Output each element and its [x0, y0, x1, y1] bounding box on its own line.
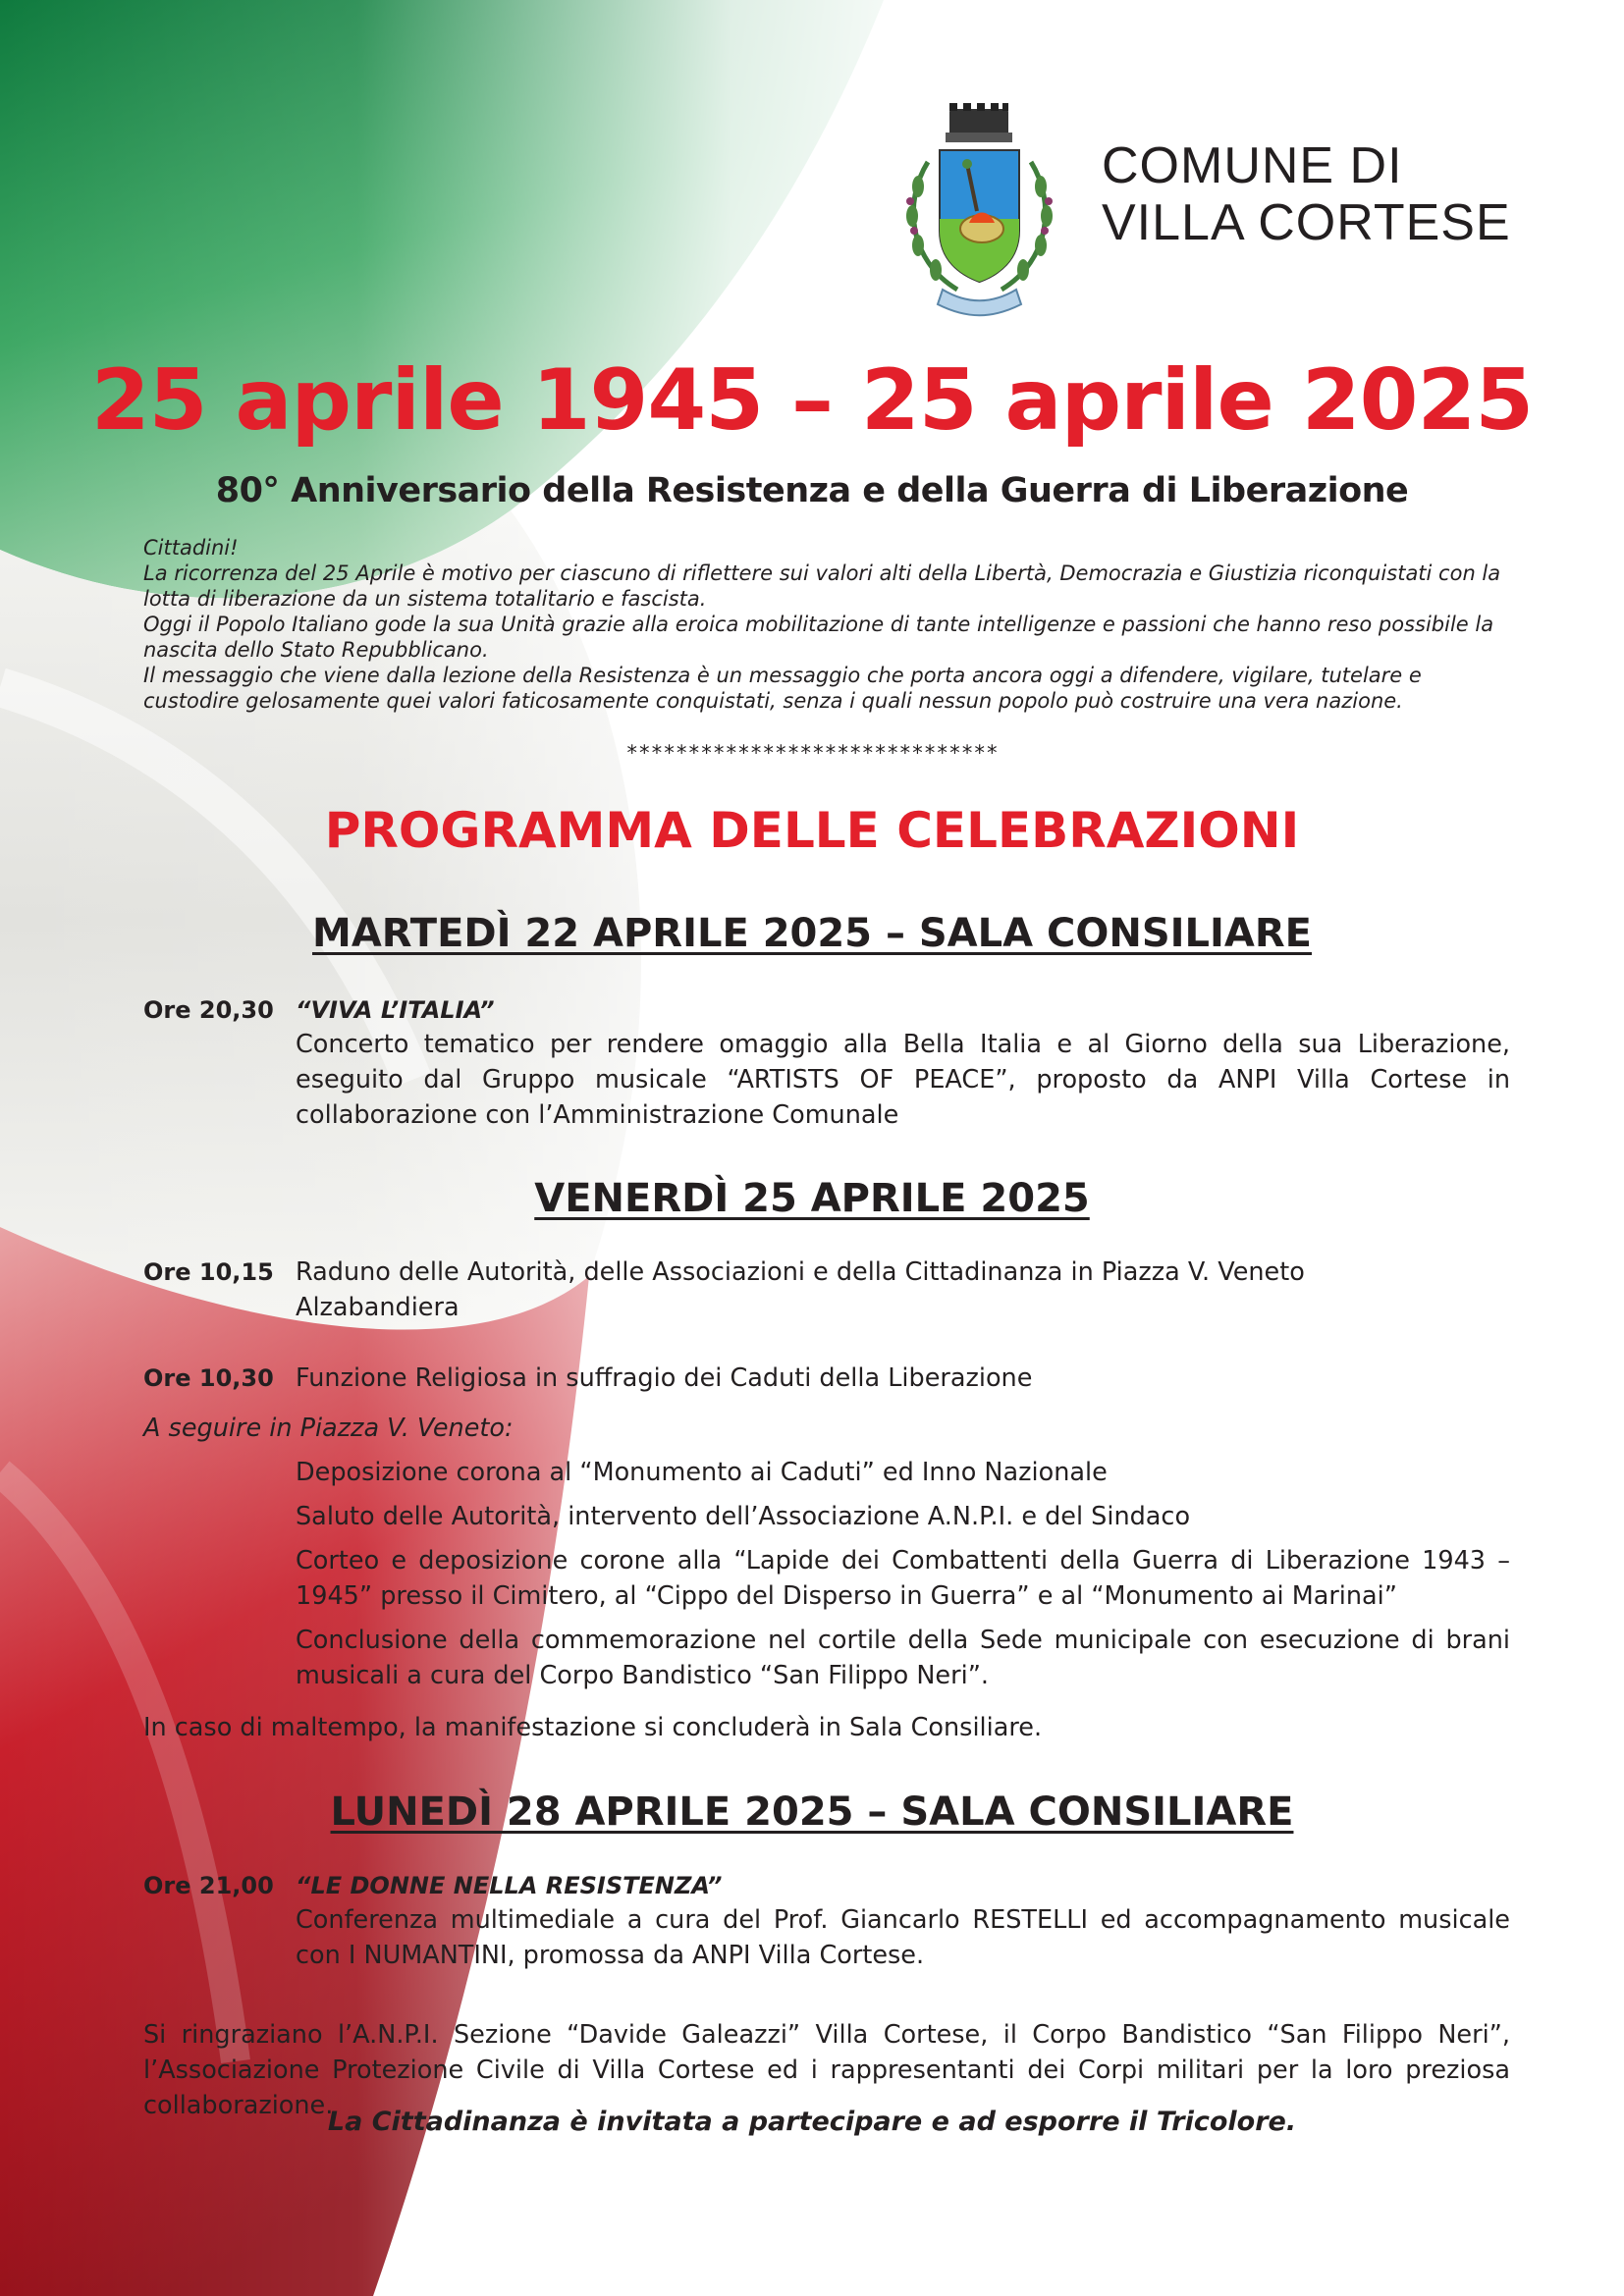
- closing-line: La Cittadinanza è invitata a partecipare e ad esporre il Tricolore.: [327, 2107, 1297, 2137]
- day2-follow-item-1: Deposizione corona al “Monumento ai Caduti” ed Inno Nazionale: [296, 1458, 1108, 1487]
- day2-follow-item-4: Conclusione della commemorazione nel cortile della Sede municipale con esecuzione di brani musicali a cura del Corpo Bandistico “San Filippo Neri”.: [296, 1626, 1510, 1690]
- day3-description: Conferenza multimediale a cura del Prof. Giancarlo RESTELLI ed accompagnamento musicale con I NUMANTINI, promossa da ANPI Villa Cortese.: [296, 1905, 1510, 1970]
- day2-event2-time: Ore 10,30: [143, 1364, 274, 1392]
- comune-line-1: COMUNE DI: [1102, 137, 1403, 194]
- comune-name: [1102, 137, 1511, 251]
- intro-paragraph-3: Il messaggio che viene dalla lezione della Resistenza è un messaggio che porta ancora oggi a difendere, vigilare, tutelare e custodire gelosamente quei valori faticosamente conquistati, senza i quali nessun popolo può costruire una vera nazione.: [143, 664, 1422, 713]
- day2-follow-item-2: Saluto delle Autorità, intervento dell’Associazione A.N.P.I. e del Sindaco: [296, 1502, 1191, 1531]
- subtitle: 80° Anniversario della Resistenza e della Guerra di Liberazione: [215, 471, 1409, 510]
- day2-heading: VENERDÌ 25 APRILE 2025: [534, 1176, 1090, 1221]
- day2-event2-line1: Funzione Religiosa in suffragio dei Caduti della Liberazione: [296, 1363, 1033, 1393]
- day2-event1-time: Ore 10,15: [143, 1258, 274, 1286]
- main-title: 25 aprile 1945 – 25 aprile 2025: [90, 351, 1534, 450]
- intro-greeting: Cittadini!: [143, 536, 239, 560]
- day2-follow-item-3: Corteo e deposizione corone alla “Lapide dei Combattenti della Guerra di Liberazione 1943 – 1945” presso il Cimitero, al “Cippo del Disperso in Guerra” e al “Monumento ai Marinai”: [296, 1546, 1510, 1611]
- day1-event-title: “VIVA L’ITALIA”: [296, 996, 495, 1024]
- day2-event1-line2: Alzabandiera: [296, 1293, 460, 1322]
- day1-description: Concerto tematico per rendere omaggio alla Bella Italia e al Giorno della sua Liberazione, eseguito dal Gruppo musicale “ARTISTS OF PEACE”, proposto da ANPI Villa Cortese in collaborazione con l’Amministrazione Comunale: [296, 1030, 1510, 1130]
- day2-weather-note: In caso di maltempo, la manifestazione si concluderà in Sala Consiliare.: [143, 1713, 1043, 1742]
- intro-paragraph-2: Oggi il Popolo Italiano gode la sua Unità grazie alla eroica mobilitazione di tante intelligenze e passioni che hanno reso possibile la nascita dello Stato Repubblicano.: [143, 613, 1494, 662]
- intro-text: [143, 535, 1508, 714]
- comune-line-2: VILLA CORTESE: [1102, 194, 1511, 251]
- day1-heading: MARTEDÌ 22 APRILE 2025 – SALA CONSILIARE: [312, 911, 1312, 956]
- day3-time: Ore 21,00: [143, 1872, 274, 1899]
- day1-time: Ore 20,30: [143, 996, 274, 1024]
- day2-follow-label: A seguire in Piazza V. Veneto:: [143, 1414, 514, 1443]
- thanks-paragraph: Si ringraziano l’A.N.P.I. Sezione “Davide Galeazzi” Villa Cortese, il Corpo Bandistico “San Filippo Neri”, l’Associazione Protezione Civile di Villa Cortese ed i rappresentanti dei Corpi militari per la loro preziosa collaborazione.: [143, 2020, 1510, 2120]
- program-title: PROGRAMMA DELLE CELEBRAZIONI: [324, 802, 1300, 859]
- day3-heading: LUNEDÌ 28 APRILE 2025 – SALA CONSILIARE: [330, 1789, 1294, 1835]
- day2-event1-line1: Raduno delle Autorità, delle Associazioni e della Cittadinanza in Piazza V. Veneto: [296, 1257, 1305, 1287]
- separator-stars: ******************************: [625, 741, 999, 765]
- municipal-crest-icon: [889, 103, 1070, 324]
- day3-event-title: “LE DONNE NELLA RESISTENZA”: [296, 1872, 723, 1899]
- intro-paragraph-1: La ricorrenza del 25 Aprile è motivo per ciascuno di riflettere sui valori alti della Libertà, Democrazia e Giustizia riconquistati con la lotta di liberazione da un sistema totalitario e fascista.: [143, 561, 1501, 611]
